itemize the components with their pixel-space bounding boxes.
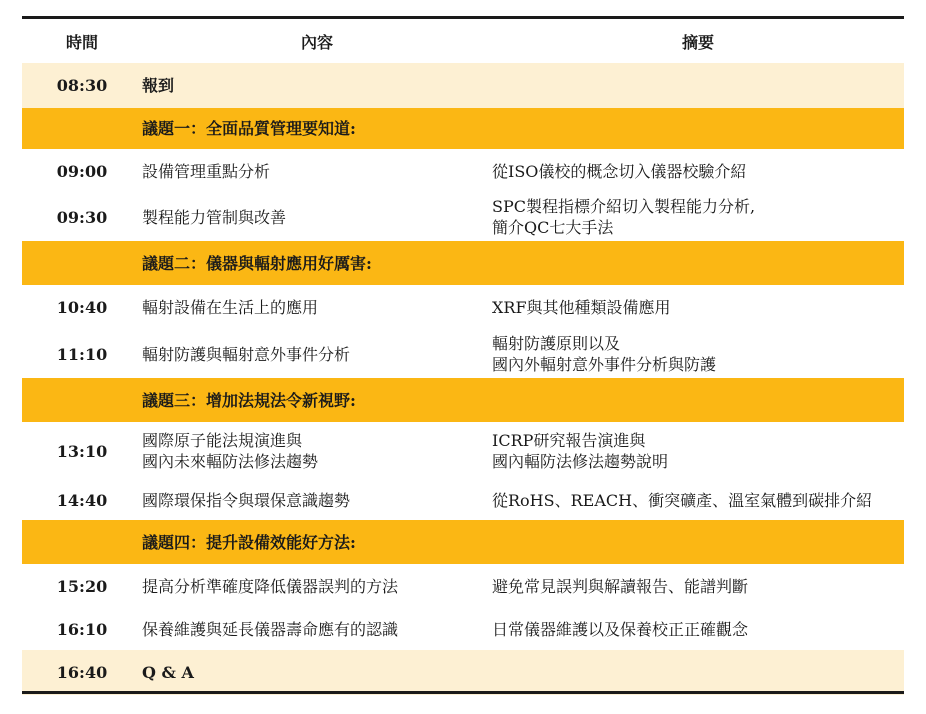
row-content: 輻射設備在生活上的應用 xyxy=(142,298,319,317)
section-title: 議題一：全面品質管理要知道: xyxy=(142,108,904,149)
table-row xyxy=(22,609,904,650)
summary-line: SPC製程指標介紹切入製程能力分析, xyxy=(492,197,756,216)
row-time: 15:20 xyxy=(56,577,108,596)
table-row xyxy=(22,193,904,241)
row-time: 10:40 xyxy=(56,298,108,317)
table-row xyxy=(22,149,904,193)
table-row xyxy=(22,285,904,330)
content-line: 國內未來輻防法修法趨勢 xyxy=(142,452,319,471)
schedule-table xyxy=(22,19,904,695)
row-summary: XRF與其他種類設備應用 xyxy=(492,298,671,317)
row-time: 13:10 xyxy=(56,441,108,461)
section-row xyxy=(22,378,904,422)
row-content xyxy=(142,422,492,480)
bottom-rule xyxy=(22,691,904,694)
summary-line: 簡介QC七大手法 xyxy=(492,218,614,237)
section-spacer xyxy=(22,108,142,149)
summary-line: 國內輻防法修法趨勢說明 xyxy=(492,452,669,471)
row-time: 16:10 xyxy=(56,620,108,639)
row-time: 09:30 xyxy=(56,207,108,227)
row-content: 國際環保指令與環保意識趨勢 xyxy=(142,490,351,510)
header-time: 時間 xyxy=(65,32,98,52)
summary-line: 國內外輻射意外事件分析與防護 xyxy=(492,355,717,374)
row-time: 11:10 xyxy=(56,344,108,364)
row-summary: 從RoHS、REACH、衝突礦產、溫室氣體到碳排介紹 xyxy=(492,490,873,510)
row-summary xyxy=(492,422,904,480)
row-summary xyxy=(492,193,904,241)
table-row xyxy=(22,650,904,695)
row-time: 09:00 xyxy=(56,161,108,181)
summary-line: ICRP研究報告演進與 xyxy=(492,431,646,450)
table-row xyxy=(22,480,904,520)
content-line: 國際原子能法規演進與 xyxy=(142,431,303,450)
section-title: 議題二：儀器與輻射應用好厲害: xyxy=(142,241,904,285)
table-row xyxy=(22,330,904,378)
section-row xyxy=(22,520,904,564)
section-spacer xyxy=(22,378,142,422)
table-header-row xyxy=(22,19,904,63)
row-summary: 日常儀器維護以及保養校正正確觀念 xyxy=(492,620,749,639)
row-summary xyxy=(492,330,904,378)
section-title: 議題三：增加法規法令新視野: xyxy=(142,378,904,422)
section-row xyxy=(22,241,904,285)
row-content: 製程能力管制與改善 xyxy=(142,207,287,227)
row-summary: 從ISO儀校的概念切入儀器校驗介紹 xyxy=(492,161,747,181)
section-spacer xyxy=(22,241,142,285)
header-summary: 摘要 xyxy=(681,32,714,52)
summary-line: 輻射防護原則以及 xyxy=(492,334,621,353)
section-spacer xyxy=(22,520,142,564)
row-time: 16:40 xyxy=(22,650,142,695)
section-title: 議題四：提升設備效能好方法: xyxy=(142,520,904,564)
row-content: 報到 xyxy=(142,63,492,108)
row-summary xyxy=(492,650,904,695)
table-row xyxy=(22,422,904,480)
row-content: Q & A xyxy=(142,650,492,695)
row-content: 提高分析準確度降低儀器誤判的方法 xyxy=(142,577,399,596)
row-content: 保養維護與延長儀器壽命應有的認識 xyxy=(142,620,399,639)
row-time: 08:30 xyxy=(22,63,142,108)
row-content: 設備管理重點分析 xyxy=(142,161,271,181)
table-row xyxy=(22,564,904,609)
row-time: 14:40 xyxy=(56,490,108,510)
row-summary: 避免常見誤判與解讀報告、能譜判斷 xyxy=(492,577,749,596)
table-row xyxy=(22,63,904,108)
section-row xyxy=(22,108,904,149)
header-content: 內容 xyxy=(300,32,333,52)
row-summary xyxy=(492,63,904,108)
row-content: 輻射防護與輻射意外事件分析 xyxy=(142,344,351,364)
